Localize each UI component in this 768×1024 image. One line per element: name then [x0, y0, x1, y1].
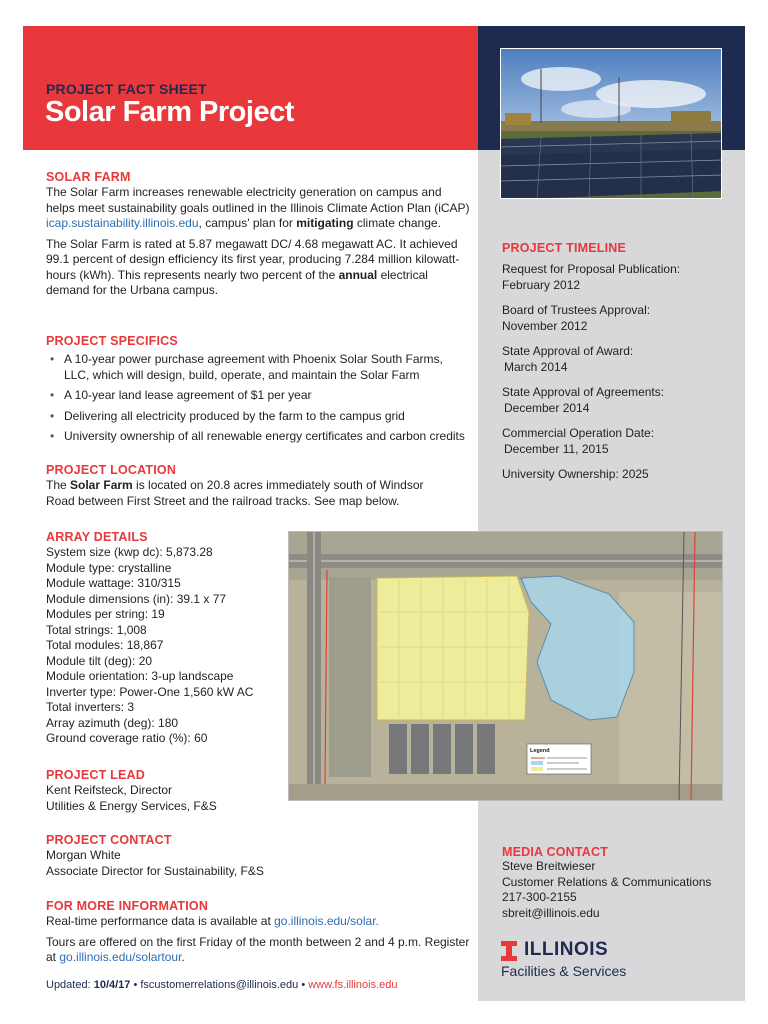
timeline-item: [502, 466, 737, 482]
text: The Solar Farm is rated at 5.87 megawatt DC/ 4.68 megawatt AC. It achieved 99.1 percent of design efficiency its first year, producing 7.284 million kilowatt-hours (kWh). This represents nearly two percent of the: [46, 236, 460, 282]
project-contact-name: Morgan White: [46, 848, 121, 862]
more-info-heading: FOR MORE INFORMATION: [46, 899, 209, 913]
timeline-date: December 11, 2015: [504, 442, 609, 456]
website-link[interactable]: www.fs.illinois.edu: [308, 979, 398, 991]
array-details-section: [46, 530, 286, 747]
array-detail-line: Module dimensions (in): 39.1 x 77: [46, 591, 227, 606]
footer: [46, 979, 398, 991]
text: is located on 20.8 acres immediately south of Windsor Road between First Street and the railroad tracks. See map below.: [46, 478, 424, 508]
fact-sheet-kicker: PROJECT FACT SHEET: [46, 81, 207, 97]
timeline-label: University Ownership: 2025: [502, 467, 649, 481]
text: The: [46, 478, 71, 492]
array-detail-line: Total modules: 18,867: [46, 638, 164, 652]
project-specifics-heading: PROJECT SPECIFICS: [46, 334, 178, 348]
project-timeline-heading: PROJECT TIMELINE: [502, 241, 627, 255]
timeline-item: [502, 261, 737, 293]
more-info-section: [46, 899, 471, 966]
block-i-icon: [501, 941, 517, 961]
bold-text: annual: [338, 267, 378, 282]
solar-farm-paragraph-1: [46, 185, 471, 232]
array-detail-line: Inverter type: Power-One 1,560 kW AC: [46, 684, 254, 699]
media-contact-phone: 217-300-2155: [502, 890, 577, 904]
timeline-date: December 2014: [504, 401, 590, 415]
solar-farm-section: [46, 170, 471, 299]
array-detail-line: Module orientation: 3-up landscape: [46, 669, 234, 683]
page-title: Solar Farm Project: [45, 96, 294, 128]
media-contact-heading: MEDIA CONTACT: [502, 845, 609, 859]
array-detail-line: Modules per string: 19: [46, 607, 165, 621]
solar-panels-photo: [500, 48, 722, 199]
timeline-item: [502, 384, 737, 416]
site-map: [288, 531, 723, 801]
array-detail-line: Total inverters: 3: [46, 700, 135, 714]
timeline-date: March 2014: [504, 360, 568, 374]
timeline-label: State Approval of Agreements:: [502, 385, 665, 399]
list-item: • A 10-year land lease agreement of $1 per year: [46, 388, 471, 404]
timeline-item: [502, 343, 737, 375]
timeline-label: Commercial Operation Date:: [502, 426, 655, 440]
project-lead-org: Utilities & Energy Services, F&S: [46, 798, 217, 813]
header-banner: [23, 26, 478, 150]
project-lead-name: Kent Reifsteck, Director: [46, 783, 173, 797]
timeline-label: State Approval of Award:: [502, 344, 634, 358]
list-item: • University ownership of all renewable energy certificates and carbon credits: [46, 429, 471, 445]
solar-farm-paragraph-2: [46, 237, 471, 299]
footer-email: • fscustomerrelations@illinois.edu •: [130, 979, 309, 991]
solar-data-link[interactable]: go.illinois.edu/solar.: [274, 914, 379, 928]
array-detail-line: Total strings: 1,008: [46, 622, 147, 637]
text: , campus' plan for: [198, 216, 297, 230]
project-location-section: [46, 463, 426, 509]
array-detail-line: Module wattage: 310/315: [46, 576, 181, 590]
array-details-list: [46, 545, 286, 747]
timeline-item: [502, 302, 737, 334]
text: .: [181, 950, 185, 964]
solar-tour-link[interactable]: go.illinois.edu/solartour: [59, 950, 182, 964]
specifics-list: [46, 352, 471, 445]
project-contact-heading: PROJECT CONTACT: [46, 833, 172, 847]
project-timeline-section: [502, 241, 737, 491]
logo-subtitle: Facilities & Services: [501, 963, 627, 979]
array-detail-line: Module type: crystalline: [46, 560, 172, 575]
solar-farm-heading: SOLAR FARM: [46, 170, 131, 184]
more-info-paragraph-2: [46, 935, 471, 966]
bold-text: Solar Farm: [70, 478, 133, 492]
icap-link[interactable]: icap.sustainability.illinois.edu: [46, 216, 199, 230]
text: climate change.: [353, 216, 441, 230]
array-detail-line: Ground coverage ratio (%): 60: [46, 731, 208, 745]
list-item: • A 10-year power purchase agreement with Phoenix Solar South Farms, LLC, which will design, build, operate, and maintain the Solar Farm: [46, 352, 471, 383]
media-contact-section: [502, 845, 737, 921]
project-lead-heading: PROJECT LEAD: [46, 768, 145, 782]
project-contact-title: Associate Director for Sustainability, F&S: [46, 863, 264, 878]
logo-wordmark: ILLINOIS: [524, 939, 609, 960]
timeline-date: February 2012: [502, 278, 581, 292]
text: Updated:: [46, 979, 94, 991]
bold-text: mitigating: [296, 216, 354, 230]
text: Tours are offered on the first Friday of the month between 2 and 4 p.m. Register at: [46, 934, 470, 964]
project-location-text: [46, 478, 426, 509]
timeline-label: Request for Proposal Publication:: [502, 262, 681, 276]
project-location-heading: PROJECT LOCATION: [46, 463, 177, 477]
array-detail-line: Module tilt (deg): 20: [46, 653, 153, 668]
array-detail-line: System size (kwp dc): 5,873.28: [46, 545, 213, 559]
array-detail-line: Array azimuth (deg): 180: [46, 715, 179, 730]
list-item: • Delivering all electricity produced by the farm to the campus grid: [46, 409, 471, 425]
project-specifics-section: [46, 334, 471, 450]
timeline-item: [502, 425, 737, 457]
map-legend-title: Legend: [530, 748, 550, 754]
updated-date: 10/4/17: [93, 979, 131, 991]
project-contact-section: [46, 833, 471, 879]
media-contact-email[interactable]: sbreit@illinois.edu: [502, 905, 600, 920]
media-contact-dept: Customer Relations & Communications: [502, 874, 712, 889]
more-info-paragraph-1: [46, 914, 471, 930]
array-details-heading: ARRAY DETAILS: [46, 530, 148, 544]
text: Real-time performance data is available at: [46, 914, 275, 928]
timeline-list: [502, 261, 737, 482]
text: The Solar Farm increases renewable electricity generation on campus and helps meet sustainability goals outlined in the Illinois Climate Action Plan (iCAP): [46, 185, 470, 215]
text: electrical demand for the Urbana campus.: [46, 267, 428, 297]
timeline-date: November 2012: [502, 319, 588, 333]
project-lead-section: [46, 768, 286, 814]
media-contact-name: Steve Breitwieser: [502, 859, 596, 873]
timeline-label: Board of Trustees Approval:: [502, 303, 651, 317]
